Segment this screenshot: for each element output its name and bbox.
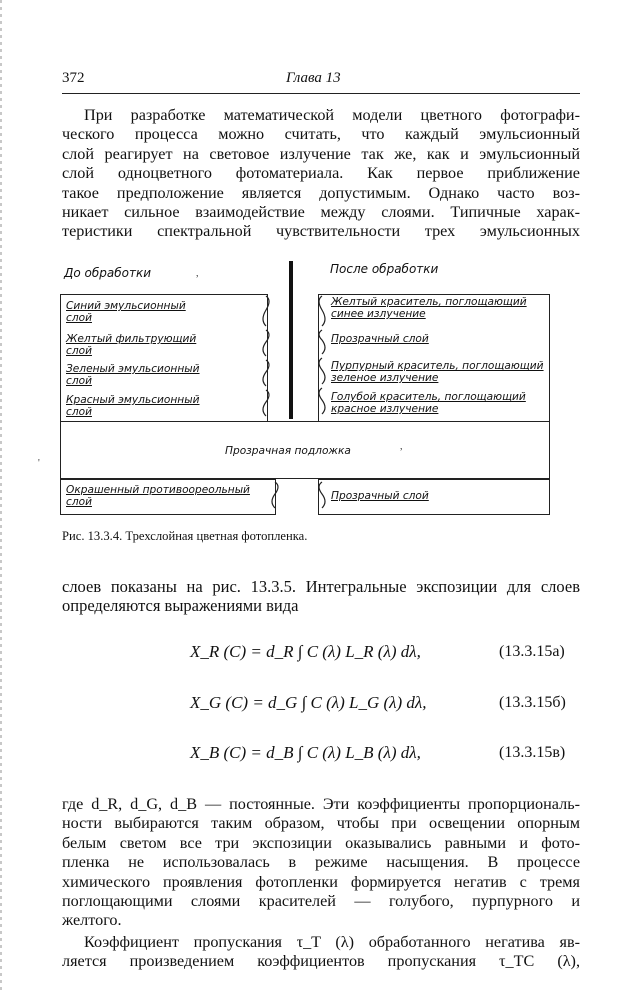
paragraph-line: Коэффициент пропускания τ_T (λ) обработанного негатива яв- <box>84 933 580 951</box>
equation-c: X_B (C) = d_B ∫ C (λ) L_B (λ) dλ, <box>190 743 421 762</box>
paragraph-line: поглощающими слоями красителей — голубого, пурпурного и <box>62 892 580 911</box>
paragraph-line: ляется произведением коэффициентов пропускания τ_TC (λ), <box>62 952 580 971</box>
right-layer-transparent: Прозрачный слой <box>331 333 429 345</box>
paragraph-line: теристики спектральной чувствительности трех эмульсионных <box>62 222 580 241</box>
equation-a-number: (13.3.15а) <box>499 643 565 660</box>
label-before-processing: До обработки <box>64 266 152 280</box>
antihalation-layer-label: Окрашенный противоореольный слой <box>66 484 250 508</box>
figure-caption: Рис. 13.3.4. Трехслойная цветная фотопленка. <box>62 529 308 543</box>
left-layer-green-emulsion: Зеленый эмульсионный слой <box>66 363 200 387</box>
paragraph-3 <box>62 795 580 931</box>
paragraph-line: слоев показаны на рис. 13.3.5. Интегральные экспозиции для слоев <box>62 577 580 596</box>
equation-c-number: (13.3.15в) <box>499 744 566 761</box>
paragraph-line: ности выбираются таким образом, чтобы при освещении опорным <box>62 814 580 833</box>
right-layer-magenta-dye: Пурпурный краситель, поглощающий зеленое излучение <box>331 360 544 384</box>
paragraph-2 <box>62 577 580 616</box>
base-layer-label: Прозрачная подложка <box>225 445 351 457</box>
paragraph-line: слой реагирует на световое излучение так же, как и эмульсионный <box>62 144 580 163</box>
paragraph-line: белым светом все три экспозиции оказывались равными и фото- <box>62 833 580 852</box>
left-layer-yellow-filter: Желтый фильтрующий слой <box>66 333 197 357</box>
left-layer-red-emulsion: Красный эмульсионный слой <box>66 394 200 418</box>
left-layer-blue-emulsion: Синий эмульсионный слой <box>66 300 186 324</box>
paragraph-line: ческого процесса можно считать, что каждый эмульсионный <box>62 125 580 144</box>
paragraph-line: химического проявления фотопленки формируется негатив с тремя <box>62 872 580 891</box>
paragraph-4 <box>62 933 580 972</box>
paragraph-line: слой одноцветного фотоматериала. Как первое приближение <box>62 164 580 183</box>
paragraph-line: такое предположение является допустимым. Однако часто воз- <box>62 183 580 202</box>
equation-b-number: (13.3.15б) <box>499 694 566 711</box>
equation-a: X_R (C) = d_R ∫ C (λ) L_R (λ) dλ, <box>190 642 421 661</box>
paragraph-line: пленка не использовалась в режиме насыщения. В процессе <box>62 853 580 872</box>
right-layer-yellow-dye: Желтый краситель, поглощающий синее излучение <box>331 296 527 320</box>
paragraph-line: никает сильное взаимодействие между слоями. Типичные харак- <box>62 203 580 222</box>
running-head: Глава 13 <box>286 70 341 86</box>
paragraph-line: желтого. <box>62 911 122 930</box>
page-number: 372 <box>62 70 85 86</box>
equation-b: X_G (C) = d_G ∫ C (λ) L_G (λ) dλ, <box>190 693 427 712</box>
right-layer-cyan-dye: Голубой краситель, поглощающий красное излучение <box>331 391 526 415</box>
label-after-processing: После обработки <box>330 262 439 276</box>
paragraph-line: При разработке математической модели цветного фотографи- <box>84 106 580 124</box>
paragraph-line: где d_R, d_G, d_B — постоянные. Эти коэффициенты пропорциональ- <box>62 795 580 813</box>
bottom-transparent-layer-label: Прозрачный слой <box>331 490 429 502</box>
paragraph-line: определяются выражениями вида <box>62 596 299 616</box>
